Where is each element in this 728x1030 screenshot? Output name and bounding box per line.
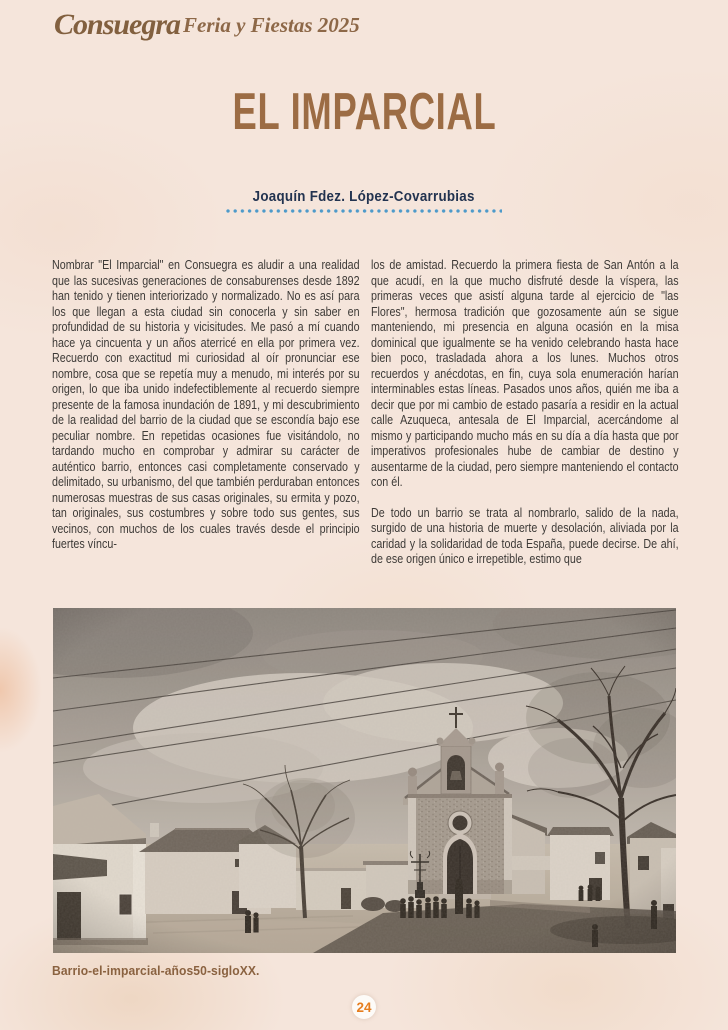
article-column-right [371,257,679,567]
page-number-badge [352,995,376,1019]
photo-caption: Barrio-el-imparcial-años50-sigloXX. [52,963,260,978]
article-paragraph: Nombrar "El Imparcial" en Consuegra es aludir a una realidad que las sucesivas generaciones de consaburenses desde 1892 han tenido y tienen interiorizado y normalizado. No es así para los que llegan a esta ciudad sin conocerla y sin saber en profundidad de su historia y vicisitudes. Me pasó a mí cuando hace ya cincuenta y un años aterricé en ella por primera vez. Recuerdo con exactitud mi curiosidad al oír pronunciar ese nombre, cosa que se repetía muy a menudo, mi interés por su origen, lo que iba unido indefectiblemente al recuerdo siempre presente de la famosa inundación de 1891, y mi descubrimiento de la realidad del barrio de la ciudad que se escondía bajo ese peculiar nombre. En repetidas ocasiones fue visitándolo, no tardando mucho en comprobar y admirar su carácter de auténtico barrio, entonces casi completamente conservado y delimitado, su urbanismo, del que también perduraban entonces numerosas muestras de sus casas originales, su ermita y pozo, tan originales, sus costumbres y sobre todo sus gentes, sus vecinos, con muchos de los cuales través desde el principio fuertes víncu- [52,257,360,551]
page-number: 24 [356,999,372,1015]
photo-barrio-el-imparcial [53,608,676,953]
article-paragraph: De todo un barrio se trata al nombrarlo, salido de la nada, surgido de una historia de muerte y desolación, aliviada por la caridad y la solidaridad de toda España, puede decirse. De ahí, de ese origen único e irrepetible, estimo que [371,504,679,566]
magazine-logo: Consuegra [54,8,181,41]
author-byline: Joaquín Fdez. López-Covarrubias [252,189,476,205]
film-grain [53,608,676,953]
article-paragraph: los de amistad. Recuerdo la primera fiesta de San Antón a la que acudí, en la que mucho disfruté desde la víspera, las primeras veces que asistí alguna tarde al ejercicio de "las Flores", hermosa tradición que gozosamente aún se sigue manteniendo, mi presencia en alguna ocasión en la misa dominical que igualmente se ha venido celebrando hasta hace bien poco, trasladada ahora a los lunes. Muchos otros recuerdos y anécdotas, en fin, cuya sola enumeración harían interminables estas líneas. Pasados unos años, quién me iba a decir que por mi cambio de estado pasaría a residir en la actual calle Azuqueca, antesala de El Imparcial, acercándome al mismo y participando mucho más en su día a día hasta que por imperativos profesionales hube de cambiar de destino y ausentarme de la ciudad, pero siempre manteniendo el contacto con él. [371,257,679,489]
article-title: EL IMPARCIAL [232,83,496,141]
edition-title: Feria y Fiestas 2025 [183,13,360,37]
photo-image [53,608,676,953]
dotted-separator [226,209,502,213]
article-column-left [52,257,360,552]
